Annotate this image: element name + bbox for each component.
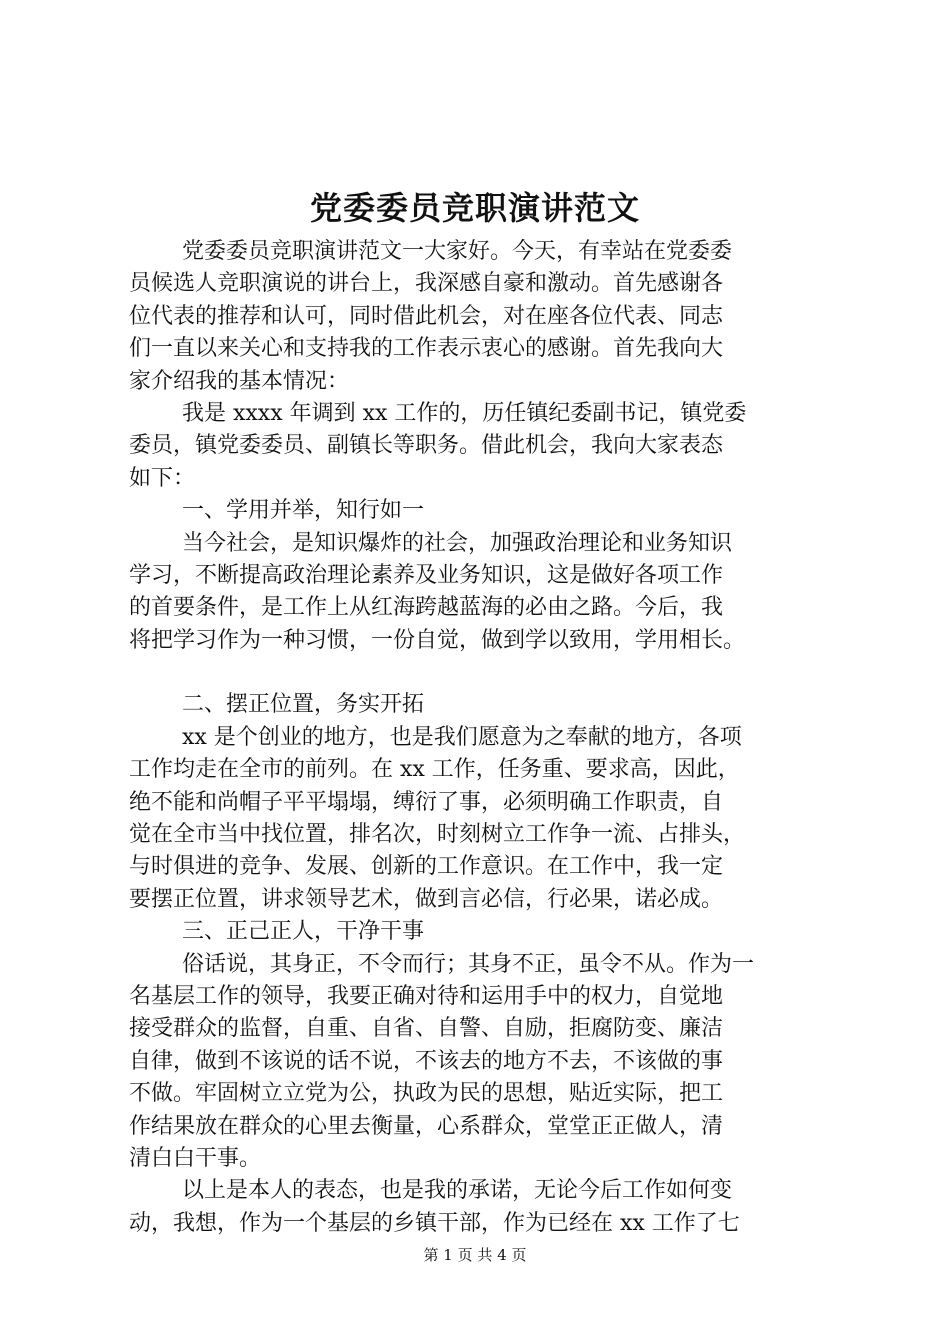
document-title: 党委委员竞职演讲范文 — [309, 189, 640, 227]
text-line: xx 是个创业的地方，也是我们愿意为之奉献的地方，各项 — [182, 724, 742, 750]
text-line: 党委委员竞职演讲范文一大家好。今天，有幸站在党委委 — [182, 239, 733, 264]
text-line: 家介绍我的基本情况： — [129, 368, 350, 394]
text-line: 要摆正位置，讲求领导艺术，做到言必信，行必果，诺必成。 — [129, 886, 724, 912]
text-line: 自律，做到不该说的话不说，不该去的地方不去，不该做的事 — [129, 1048, 724, 1074]
text-line: 员候选人竞职演说的讲台上，我深感自豪和激动。首先感谢各 — [129, 271, 724, 297]
text-line: 我是 xxxx 年调到 xx 工作的，历任镇纪委副书记，镇党委 — [182, 400, 747, 426]
text-line: 三、正己正人，干净干事 — [182, 919, 425, 945]
text-line: 名基层工作的领导，我要正确对待和运用手中的权力，自觉地 — [129, 983, 724, 1009]
text-line: 俗话说，其身正，不令而行；其身不正，虽令不从。作为一 — [182, 951, 755, 977]
page-footer: 第 1 页 共 4 页 — [423, 1246, 527, 1264]
text-line: 学习，不断提高政治理论素养及业务知识，这是做好各项工作 — [129, 562, 724, 588]
text-line: 的首要条件，是工作上从红海跨越蓝海的必由之路。今后，我 — [129, 595, 724, 621]
text-line: 与时俱进的竞争、发展、创新的工作意识。在工作中，我一定 — [129, 854, 724, 880]
text-line: 接受群众的监督，自重、自省、自警、自励，拒腐防变、廉洁 — [129, 1016, 724, 1042]
text-line: 工作均走在全市的前列。在 xx 工作，任务重、要求高，因此， — [129, 757, 740, 783]
text-line: 以上是本人的表态，也是我的承诺，无论今后工作如何变 — [182, 1178, 733, 1204]
text-line: 不做。牢固树立立党为公，执政为民的思想，贴近实际，把工 — [129, 1081, 724, 1107]
text-line: 当今社会，是知识爆炸的社会，加强政治理论和业务知识 — [182, 530, 733, 556]
text-line: 一、学用并举，知行如一 — [182, 498, 425, 524]
text-line: 们一直以来关心和支持我的工作表示衷心的感谢。首先我向大 — [129, 336, 724, 362]
document-body — [129, 236, 841, 1240]
text-line: 作结果放在群众的心里去衡量，心系群众，堂堂正正做人，清 — [129, 1113, 724, 1139]
text-line: 二、摆正位置，务实开拓 — [182, 692, 425, 718]
text-line: 将把学习作为一种习惯，一份自觉，做到学以致用，学用相长。 — [129, 627, 746, 653]
text-line: 如下： — [129, 465, 196, 491]
text-line: 位代表的推荐和认可，同时借此机会，对在座各位代表、同志 — [129, 303, 724, 329]
text-line: 委员，镇党委委员、副镇长等职务。借此机会，我向大家表态 — [129, 433, 724, 459]
text-line — [129, 657, 841, 689]
text-line: 绝不能和尚帽子平平塌塌，缚衍了事，必须明确工作职责，自 — [129, 789, 724, 815]
text-line: 清白白干事。 — [129, 1145, 262, 1171]
text-line: 觉在全市当中找位置，排名次，时刻树立工作争一流、占排头， — [129, 822, 746, 848]
text-line: 动，我想，作为一个基层的乡镇干部，作为已经在 xx 工作了七 — [129, 1210, 740, 1236]
